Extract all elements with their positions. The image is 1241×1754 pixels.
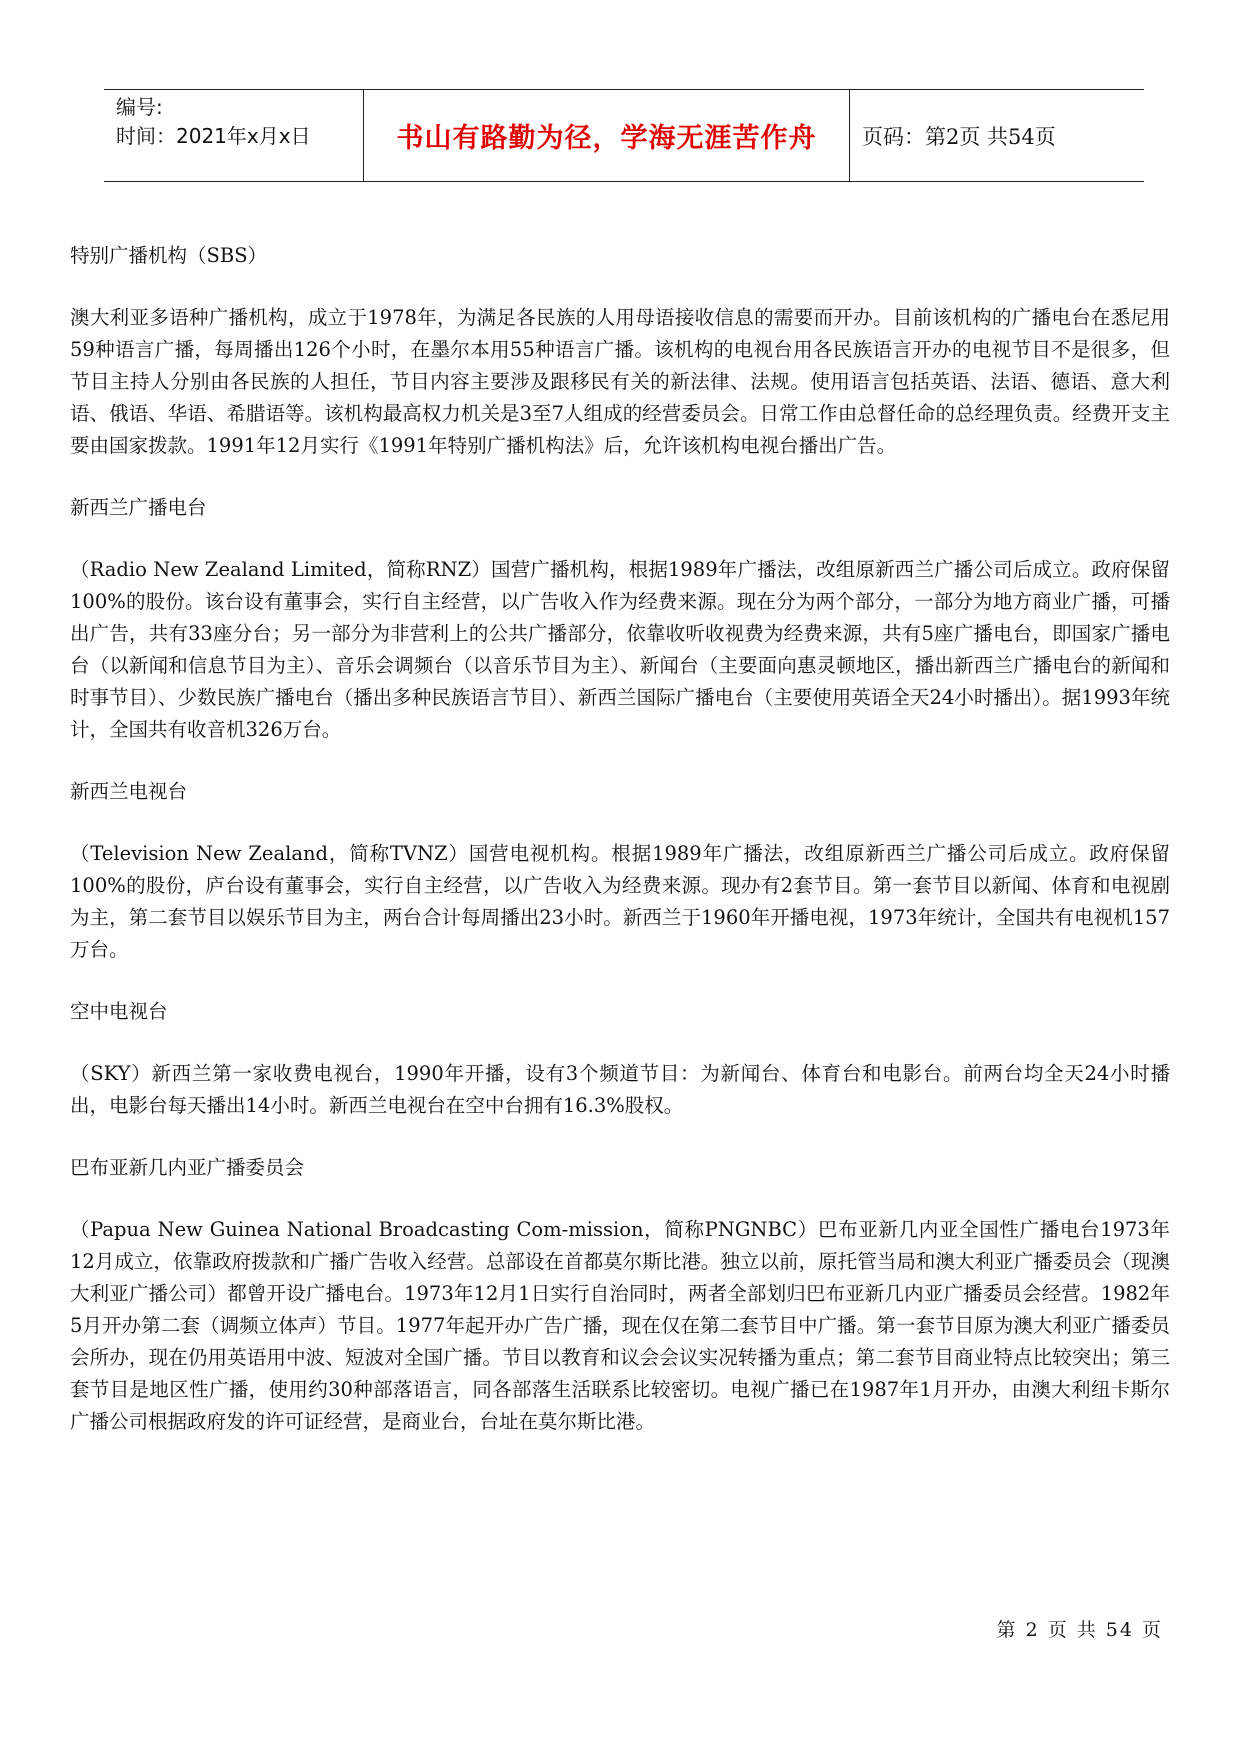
- header-page-info: 页码：第2页 共54页: [862, 124, 1056, 149]
- section-heading-tvnz: 新西兰电视台: [70, 780, 188, 803]
- section-paragraph-pngnbc: （Papua New Guinea National Broadcasting Com-mission，简称PNGNBC）巴布亚新几内亚全国性广播电台1973年12月成立，依靠政府拨款和广播广告收入经营。总部设在首都莫尔斯比港。独立以前，原托管当局和澳大利亚广播委员会（现澳大利亚广播公司）都曾开设广播电台。1973年12月1日实行自治同时，两者全部划归巴布亚新几内亚广播委员会经营。1982年5月开办第二套（调频立体声）节目。1977年起开办广告广播，现在仅在第二套节目中广播。第一套节目原为澳大利亚广播委员会所办，现在仍用英语用中波、短波对全国广播。节目以教育和议会会议实况转播为重点；第二套节目商业特点比较突出；第三套节目是地区性广播，使用约30种部落语言，同各部落生活联系比较密切。电视广播已在1987年1月开办，由澳大利纽卡斯尔广播公司根据政府发的许可证经营，是商业台，台址在莫尔斯比港。: [70, 1218, 1170, 1433]
- page-footer: 第 2 页 共 54 页: [996, 1619, 1163, 1641]
- section-paragraph-sky: （SKY）新西兰第一家收费电视台，1990年开播，设有3个频道节目：为新闻台、体育台和电影台。前两台均全天24小时播出，电影台每天播出14小时。新西兰电视台在空中台拥有16.3%股权。: [70, 1062, 1170, 1117]
- header-meta-cell: [104, 90, 364, 181]
- motto-text: 书山有路勤为径，学海无涯苦作舟: [396, 123, 817, 154]
- section-heading-rnz: 新西兰广播电台: [70, 496, 207, 519]
- document-header: [104, 89, 1144, 182]
- serial-number-label: 编号:: [116, 95, 163, 119]
- header-page-cell: [850, 90, 1144, 181]
- header-motto-cell: [364, 90, 850, 181]
- section-heading-sbs: 特别广播机构（SBS）: [70, 244, 268, 267]
- section-paragraph-tvnz: （Television New Zealand，简称TVNZ）国营电视机构。根据1989年广播法，改组原新西兰广播公司后成立。政府保留100%的股份，庐台设有董事会，实行自主经营，以广告收入为经费来源。现办有2套节目。第一套节目以新闻、体育和电视剧为主，第二套节目以娱乐节目为主，两台合计每周播出23小时。新西兰于1960年开播电视，1973年统计，全国共有电视机157万台。: [70, 842, 1170, 961]
- section-paragraph-sbs: 澳大利亚多语种广播机构，成立于1978年，为满足各民族的人用母语接收信息的需要而开办。目前该机构的广播电台在悉尼用59种语言广播，每周播出126个小时，在墨尔本用55种语言广播。该机构的电视台用各民族语言开办的电视节目不是很多，但节目主持人分别由各民族的人担任，节目内容主要涉及跟移民有关的新法律、法规。使用语言包括英语、法语、德语、意大利语、俄语、华语、希腊语等。该机构最高权力机关是3至7人组成的经营委员会。日常工作由总督任命的总经理负责。经费开支主要由国家拨款。1991年12月实行《1991年特别广播机构法》后，允许该机构电视台播出广告。: [70, 306, 1170, 457]
- section-heading-sky: 空中电视台: [70, 1000, 168, 1023]
- section-paragraph-rnz: （Radio New Zealand Limited，简称RNZ）国营广播机构，根据1989年广播法，改组原新西兰广播公司后成立。政府保留100%的股份。该台设有董事会，实行自主经营，以广告收入作为经费来源。现在分为两个部分，一部分为地方商业广播，可播出广告，共有33座分台；另一部分为非营利上的公共广播部分，依靠收听收视费为经费来源，共有5座广播电台，即国家广播电台（以新闻和信息节目为主）、音乐会调频台（以音乐节目为主）、新闻台（主要面向惠灵顿地区，播出新西兰广播电台的新闻和时事节目）、少数民族广播电台（播出多种民族语言节目）、新西兰国际广播电台（主要使用英语全天24小时播出）。据1993年统计，全国共有收音机326万台。: [70, 558, 1170, 741]
- section-heading-pngnbc: 巴布亚新几内亚广播委员会: [70, 1156, 305, 1179]
- date-label: 时间：2021年x月x日: [116, 124, 311, 148]
- document-body: [70, 240, 1170, 1468]
